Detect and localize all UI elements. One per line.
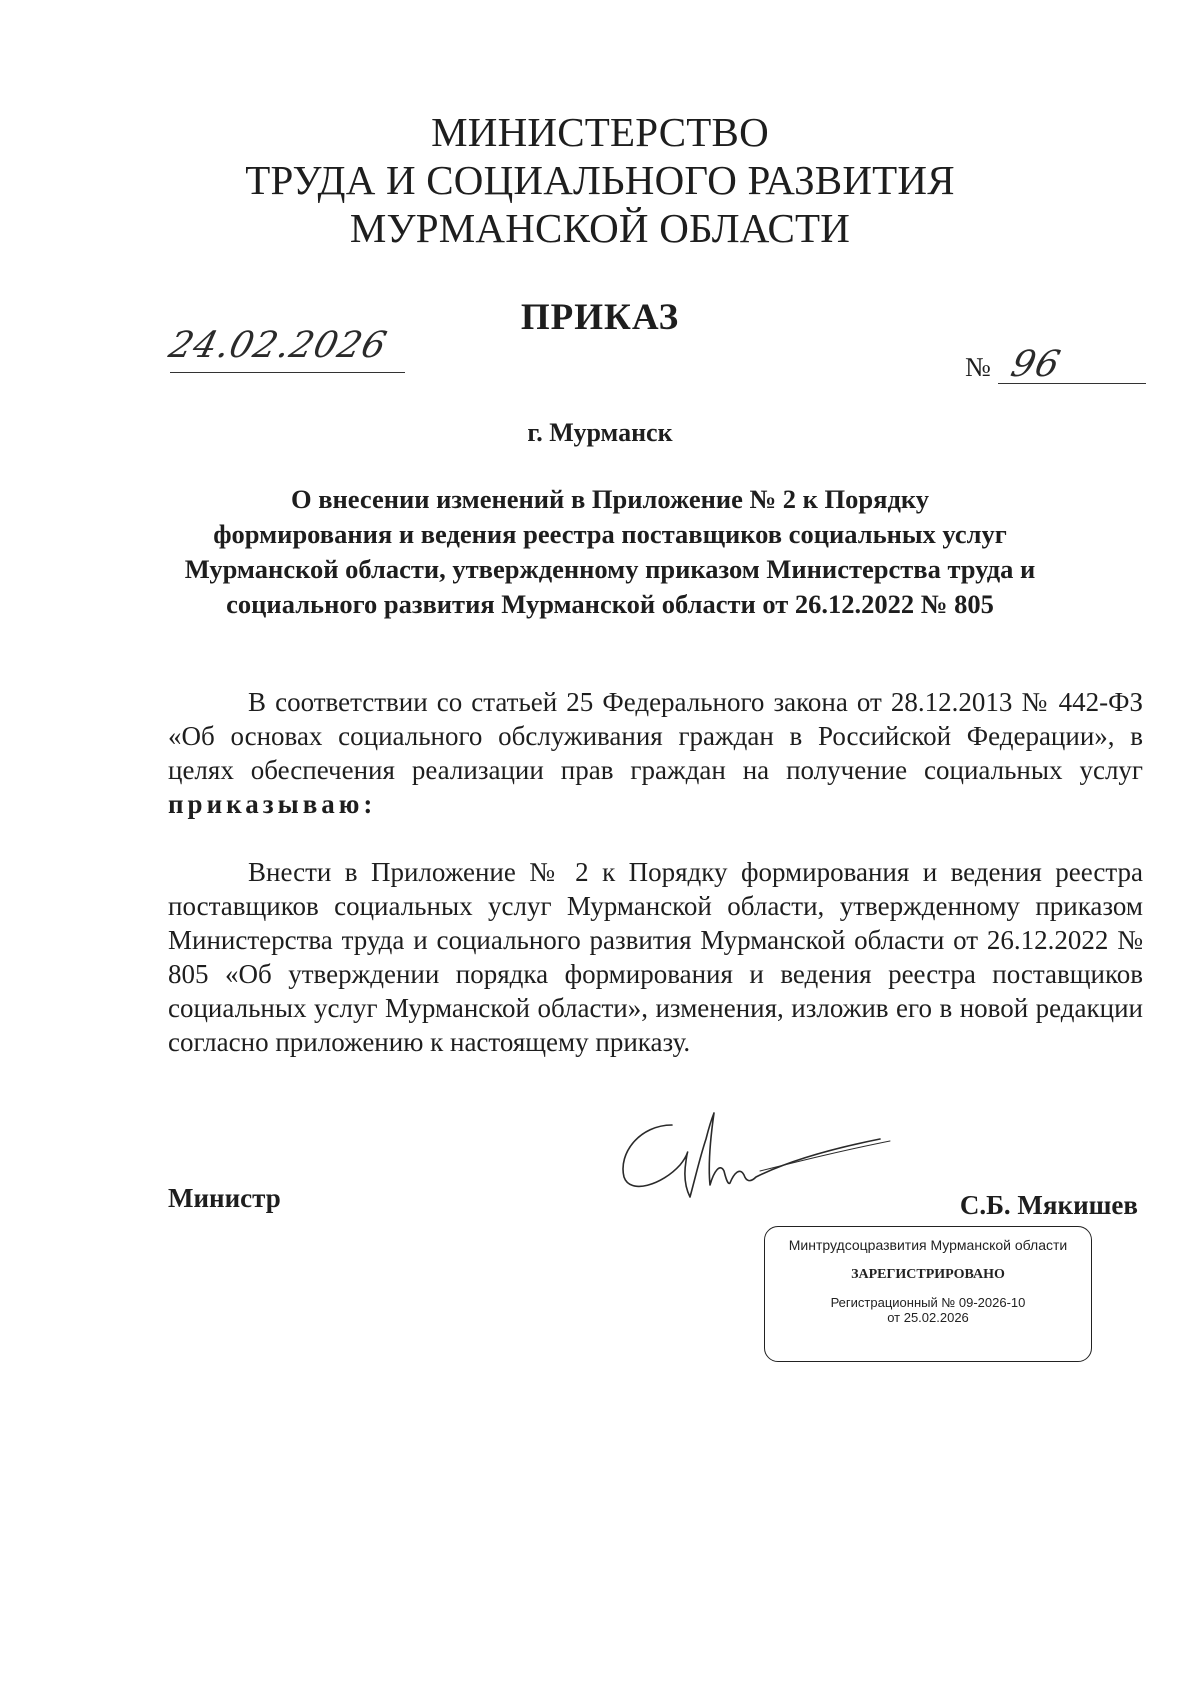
directive-word: приказываю:: [168, 789, 377, 819]
order-subject: [180, 482, 1040, 622]
subject-line: О внесении изменений в Приложение № 2 к Порядку: [290, 484, 930, 514]
preamble-text: В соответствии со статьей 25 Федерального закона от 28.12.2013 № 442-ФЗ «Об основах социального обслуживания граждан в Российской Федерации», в целях обеспечения реализации прав граждан на получение социальных услуг: [168, 687, 1143, 785]
signatory-title: Министр: [168, 1183, 281, 1213]
body-paragraph-preamble: [168, 685, 1143, 821]
order-number-field: [1006, 344, 1065, 385]
stamp-registration-details: [765, 1295, 1091, 1325]
order-date-field: [164, 325, 405, 373]
signatory-name: С.Б. Мякишев: [959, 1190, 1138, 1220]
order-text: Внести в Приложение № 2 к Порядку формирования и ведения реестра поставщиков социальных услуг Мурманской области, утвержденному приказом Министерства труда и социального развития Мурманской области от 26.12.2022 № 805 «Об утверждении порядка формирования и ведения реестра поставщиков социальных услуг Мурманской области», изменения, изложив его в новой редакции согласно приложению к настоящему приказу.: [168, 857, 1143, 1057]
stamp-registration-number: Регистрационный № 09-2026-10: [830, 1295, 1026, 1310]
order-number-handwritten: 96: [1006, 344, 1065, 385]
subject-line: Мурманской области, утвержденному приказом Министерства труда и: [184, 554, 1036, 584]
order-number-sign: №: [965, 352, 991, 382]
registration-stamp: [764, 1226, 1092, 1362]
document-type-title: ПРИКАЗ: [520, 297, 680, 338]
stamp-registration-date: от 25.02.2026: [887, 1310, 969, 1325]
ministry-line-3: МУРМАНСКОЙ ОБЛАСТИ: [349, 205, 851, 251]
ministry-line-1: МИНИСТЕРСТВО: [431, 109, 769, 155]
ministry-header: [200, 108, 1000, 252]
ministry-line-2: ТРУДА И СОЦИАЛЬНОГО РАЗВИТИЯ: [245, 157, 955, 203]
body-paragraph-order: [168, 855, 1143, 1059]
order-date-handwritten: 24.02.2026: [164, 325, 392, 366]
subject-line: социального развития Мурманской области от 26.12.2022 № 805: [226, 589, 994, 619]
stamp-status: ЗАРЕГИСТРИРОВАНО: [851, 1267, 1005, 1282]
order-date-underline: [170, 372, 405, 373]
handwritten-signature: [610, 1105, 910, 1205]
order-number-underline: [998, 383, 1146, 384]
stamp-organization: Минтрудсоцразвития Мурманской области: [788, 1237, 1068, 1253]
subject-line: формирования и ведения реестра поставщиков социальных услуг: [213, 519, 1007, 549]
city-line: г. Мурманск: [527, 418, 673, 447]
